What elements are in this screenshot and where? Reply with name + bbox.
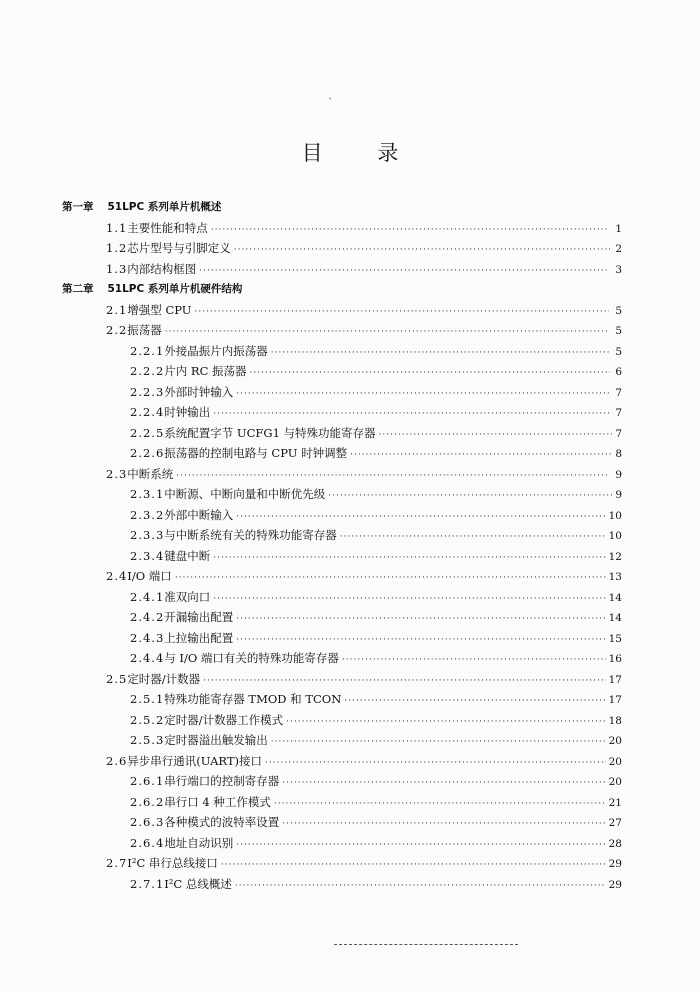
toc-entry[interactable] bbox=[62, 568, 622, 589]
toc-entry-label: I²C 串行总线接口 bbox=[127, 856, 218, 870]
toc-entry-label: 地址自动识别 bbox=[164, 835, 234, 850]
toc-entry-label: 定时器/计数器 bbox=[127, 671, 201, 686]
toc-entry-label: 上拉输出配置 bbox=[164, 630, 234, 645]
toc-entry-label: 芯片型号与引脚定义 bbox=[127, 241, 231, 255]
toc-entry[interactable] bbox=[62, 712, 622, 733]
toc-page-number: 17 bbox=[608, 673, 622, 686]
toc-entry[interactable] bbox=[62, 445, 622, 466]
toc-page-number: 20 bbox=[608, 735, 622, 747]
toc-entry[interactable] bbox=[62, 425, 622, 446]
toc-entry-label: 与 I/O 端口有关的特殊功能寄存器 bbox=[164, 651, 339, 665]
toc-entry-label: 特殊功能寄存器 TMOD 和 TCON bbox=[164, 692, 342, 706]
toc-entry[interactable] bbox=[62, 671, 622, 692]
toc-entry-label: 51LPC 系列单片机硬件结构 bbox=[107, 283, 243, 295]
toc-entry[interactable] bbox=[62, 753, 622, 774]
toc-entry-number: 2.4.3 bbox=[130, 630, 165, 645]
toc-entry-number: 2.6.1 bbox=[130, 774, 165, 788]
toc-entry-number: 1.1 bbox=[106, 220, 128, 235]
toc-page-number: 7 bbox=[615, 407, 622, 419]
toc-entry-number: 2.6 bbox=[106, 753, 128, 768]
toc-entry-number: 2.3.1 bbox=[130, 487, 165, 501]
toc-page-number: 10 bbox=[608, 509, 622, 522]
dot-leader bbox=[194, 307, 609, 317]
toc-entry-number: 2.4.2 bbox=[130, 610, 165, 624]
toc-entry-label: 系统配置字节 UCFG1 与特殊功能寄存器 bbox=[164, 425, 376, 440]
toc-entry-number: 2.5.1 bbox=[130, 692, 165, 706]
toc-entry-label: 异步串行通讯(UART)接口 bbox=[127, 753, 263, 768]
toc-entry-number: 第二章 bbox=[62, 283, 94, 295]
toc-page-number: 2 bbox=[615, 243, 622, 255]
toc-entry-number: 2.3.2 bbox=[130, 507, 165, 522]
dot-leader bbox=[211, 225, 610, 235]
dot-leader bbox=[221, 860, 606, 870]
toc-page-number: 9 bbox=[615, 489, 622, 501]
dot-leader bbox=[213, 409, 609, 419]
toc-page-number: 18 bbox=[608, 714, 622, 727]
toc-page-number: 28 bbox=[608, 837, 622, 850]
toc-entry[interactable] bbox=[62, 322, 622, 343]
toc-entry[interactable] bbox=[62, 732, 622, 753]
dot-leader bbox=[213, 594, 605, 604]
toc-entry-label: 外接晶振片内振荡器 bbox=[164, 343, 268, 358]
toc-entry-number: 2.2.3 bbox=[130, 384, 165, 399]
toc-entry-label: 串行端口的控制寄存器 bbox=[164, 774, 280, 788]
page-title: 目 录 bbox=[301, 141, 423, 165]
toc-entry-number: 2.6.4 bbox=[130, 835, 165, 850]
toc-entry-label: 中断源、中断向量和中断优先级 bbox=[164, 487, 326, 501]
toc-entry-label: 主要性能和特点 bbox=[127, 220, 208, 235]
toc-page-number: 21 bbox=[608, 796, 622, 809]
toc-entry-number: 2.4.4 bbox=[130, 651, 165, 665]
dot-leader bbox=[282, 819, 605, 829]
toc-page-number: 1 bbox=[615, 222, 622, 235]
toc-entry[interactable] bbox=[62, 240, 622, 261]
dot-leader bbox=[350, 450, 612, 460]
toc-entry-label: 51LPC 系列单片机概述 bbox=[107, 201, 222, 213]
toc-entry-label: 各种模式的波特率设置 bbox=[164, 815, 280, 829]
toc-entry[interactable] bbox=[62, 876, 622, 897]
toc-entry[interactable] bbox=[62, 220, 622, 241]
toc-entry[interactable] bbox=[62, 548, 622, 569]
toc-entry-label: 片内 RC 振荡器 bbox=[164, 364, 247, 378]
toc-entry[interactable] bbox=[62, 527, 622, 548]
toc-entry[interactable] bbox=[62, 404, 622, 425]
toc-entry-number: 2.5 bbox=[106, 671, 128, 686]
toc-entry-label: 定时器/计数器工作模式 bbox=[164, 712, 284, 727]
toc-entry[interactable] bbox=[62, 302, 622, 323]
toc-entry[interactable] bbox=[62, 773, 622, 794]
dot-leader bbox=[199, 266, 609, 276]
dot-leader bbox=[340, 532, 606, 542]
dot-leader bbox=[165, 327, 609, 337]
toc-entry-label: 外部时钟输入 bbox=[164, 384, 234, 399]
toc-entry-number: 2.2.6 bbox=[130, 446, 165, 460]
toc-chapter-heading[interactable] bbox=[62, 281, 622, 302]
toc-entry-label: 内部结构框图 bbox=[127, 261, 197, 276]
toc-entry-label: 外部中断输入 bbox=[164, 507, 234, 522]
table-of-contents bbox=[62, 199, 622, 896]
toc-page-number: 5 bbox=[615, 325, 622, 337]
dot-leader bbox=[234, 245, 610, 255]
toc-entry-number: 2.3.4 bbox=[130, 548, 165, 563]
toc-entry[interactable] bbox=[62, 835, 622, 856]
toc-entry[interactable] bbox=[62, 691, 622, 712]
scan-speck: ˋ bbox=[328, 98, 333, 109]
toc-entry[interactable] bbox=[62, 609, 622, 630]
toc-entry[interactable] bbox=[62, 794, 622, 815]
toc-page-number: 15 bbox=[608, 632, 622, 645]
dot-leader bbox=[236, 635, 605, 645]
toc-entry-number: 2.2.4 bbox=[130, 405, 165, 419]
toc-entry-label: 振荡器 bbox=[127, 323, 162, 337]
toc-entry-label: 定时器溢出触发输出 bbox=[164, 733, 268, 747]
toc-page-number: 14 bbox=[608, 591, 622, 604]
toc-entry[interactable] bbox=[62, 650, 622, 671]
toc-page-number: 17 bbox=[608, 694, 622, 706]
toc-page-number: 6 bbox=[615, 366, 622, 378]
dot-leader bbox=[213, 553, 605, 563]
toc-entry-number: 1.3 bbox=[106, 261, 128, 276]
toc-page-number: 29 bbox=[608, 878, 622, 891]
toc-page-number: 20 bbox=[608, 755, 622, 768]
toc-entry-number: 1.2 bbox=[106, 241, 128, 255]
toc-entry-number: 2.2.5 bbox=[130, 425, 165, 440]
toc-entry-label: 中断系统 bbox=[127, 466, 174, 481]
toc-chapter-heading[interactable] bbox=[62, 199, 622, 220]
dot-leader bbox=[175, 573, 606, 583]
toc-page-number: 20 bbox=[608, 776, 622, 788]
dot-leader bbox=[342, 655, 606, 665]
toc-entry-label: 串行口 4 种工作模式 bbox=[164, 794, 271, 809]
toc-entry-label: 时钟输出 bbox=[164, 405, 211, 419]
toc-entry-number: 2.2.2 bbox=[130, 364, 165, 378]
toc-entry[interactable] bbox=[62, 363, 622, 384]
toc-entry-label: I²C 总线概述 bbox=[164, 876, 232, 891]
toc-page-number: 7 bbox=[615, 386, 622, 399]
dot-leader bbox=[203, 676, 605, 686]
toc-entry[interactable] bbox=[62, 384, 622, 405]
toc-entry-label: 振荡器的控制电路与 CPU 时钟调整 bbox=[164, 446, 348, 460]
toc-page-number: 9 bbox=[615, 468, 622, 481]
toc-page-number: 3 bbox=[615, 263, 622, 276]
toc-entry[interactable] bbox=[62, 507, 622, 528]
toc-entry-number: 第一章 bbox=[62, 201, 94, 213]
dot-leader bbox=[271, 348, 611, 358]
dot-leader bbox=[286, 717, 605, 727]
toc-page-number: 5 bbox=[615, 304, 622, 317]
toc-page-number: 7 bbox=[615, 427, 622, 440]
dot-leader bbox=[328, 491, 612, 501]
toc-entry[interactable] bbox=[62, 630, 622, 651]
toc-entry-label: 准双向口 bbox=[164, 589, 211, 604]
toc-entry[interactable] bbox=[62, 343, 622, 364]
toc-page-number: 14 bbox=[608, 612, 622, 624]
dot-leader bbox=[344, 696, 605, 706]
toc-page-number: 27 bbox=[608, 817, 622, 829]
dot-leader bbox=[274, 799, 606, 809]
toc-entry-number: 2.4 bbox=[106, 569, 128, 583]
toc-entry[interactable] bbox=[62, 589, 622, 610]
toc-page-number: 29 bbox=[608, 858, 622, 870]
dot-leader bbox=[282, 778, 605, 788]
toc-entry[interactable] bbox=[62, 261, 622, 282]
footer-rule bbox=[334, 944, 518, 947]
toc-entry-number: 2.3 bbox=[106, 466, 128, 481]
toc-entry-label: 与中断系统有关的特殊功能寄存器 bbox=[164, 528, 337, 542]
toc-page-number: 16 bbox=[608, 653, 622, 665]
dot-leader bbox=[176, 471, 608, 481]
toc-entry-number: 2.5.3 bbox=[130, 733, 165, 747]
toc-entry-label: 增强型 CPU bbox=[127, 302, 192, 317]
toc-page-number: 10 bbox=[608, 530, 622, 542]
toc-page-number: 13 bbox=[608, 571, 622, 583]
dot-leader bbox=[250, 368, 611, 378]
dot-leader bbox=[235, 881, 606, 891]
dot-leader bbox=[236, 512, 605, 522]
dot-leader bbox=[236, 389, 610, 399]
toc-entry-number: 2.7 bbox=[106, 856, 128, 870]
toc-entry-number: 2.1 bbox=[106, 302, 128, 317]
toc-entry-number: 2.6.2 bbox=[130, 794, 165, 809]
toc-entry-number: 2.7.1 bbox=[130, 876, 165, 891]
toc-entry-number: 2.5.2 bbox=[130, 712, 165, 727]
dot-leader bbox=[265, 758, 606, 768]
dot-leader bbox=[236, 614, 605, 624]
toc-entry-number: 2.2.1 bbox=[130, 343, 165, 358]
toc-page-number: 12 bbox=[608, 550, 622, 563]
toc-page-number: 8 bbox=[615, 448, 622, 460]
toc-entry-number: 2.6.3 bbox=[130, 815, 165, 829]
toc-entry-label: I/O 端口 bbox=[127, 569, 172, 583]
toc-entry[interactable] bbox=[62, 466, 622, 487]
toc-page-number: 5 bbox=[615, 345, 622, 358]
toc-entry-label: 开漏输出配置 bbox=[164, 610, 234, 624]
dot-leader bbox=[271, 737, 606, 747]
toc-entry-number: 2.3.3 bbox=[130, 528, 165, 542]
toc-entry-label: 键盘中断 bbox=[164, 548, 211, 563]
toc-entry[interactable] bbox=[62, 486, 622, 507]
dot-leader bbox=[236, 840, 605, 850]
toc-entry-number: 2.4.1 bbox=[130, 589, 165, 604]
toc-entry[interactable] bbox=[62, 814, 622, 835]
toc-entry[interactable] bbox=[62, 855, 622, 876]
dot-leader bbox=[379, 430, 613, 440]
toc-entry-number: 2.2 bbox=[106, 323, 128, 337]
